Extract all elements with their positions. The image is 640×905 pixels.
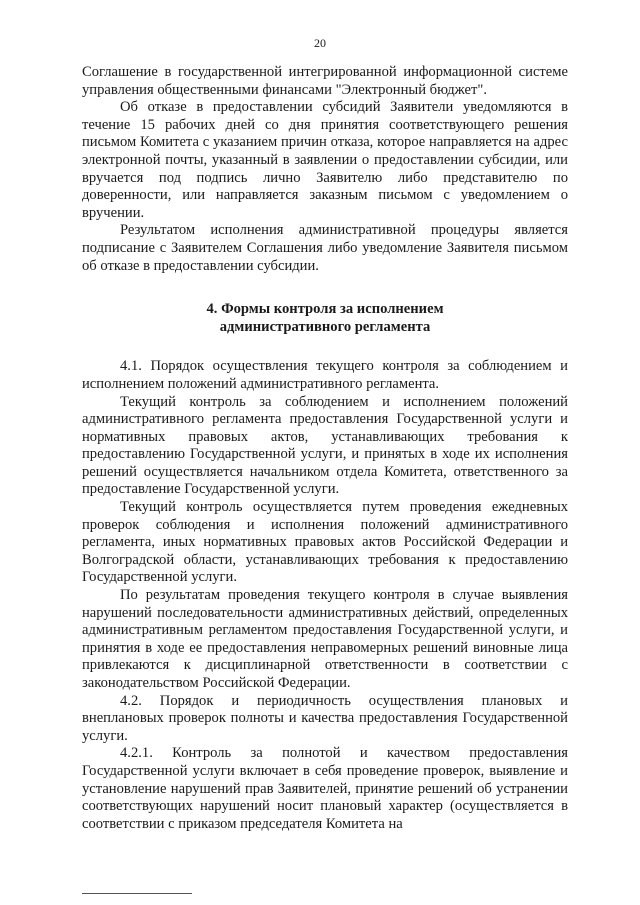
paragraph-4-2-1: 4.2.1. Контроль за полнотой и качеством предоставления Государственной услуги включает в себя проведение проверок, выявление и установление нарушений прав Заявителей, принятие решений об устранении соответствующих нарушений носит плановый характер (осуществляется в соответствии с приказом председателя Комитета на: [82, 745, 568, 832]
paragraph-refusal-notice: Об отказе в предоставлении субсидий Заявители уведомляются в течение 15 рабочих дней со дня принятия соответствующего решения письмом Комитета с указанием причин отказа, которое направляется на адрес электронной почты, указанный в заявлении о предоставлении субсидии, или вручается под подпись лично Заявителю либо представителю по доверенности, или направляется заказным письмом с уведомлением о вручении.: [82, 99, 568, 221]
paragraph-4-2: 4.2. Порядок и периодичность осуществления плановых и внеплановых проверок полноты и качества предоставления Государственной услуги.: [82, 692, 568, 744]
paragraph-current-control: Текущий контроль за соблюдением и исполнением положений административного регламента предоставления Государственной услуги и нормативных правовых актов, устанавливающих требования к предоставлению Государственной услуги, и принятых в ходе их исполнения решений осуществляется начальником отдела Комитета, ответственного за предоставление Государственной услуги.: [82, 393, 568, 498]
page-number: 20: [314, 36, 326, 50]
paragraph-4-1: 4.1. Порядок осуществления текущего контроля за соблюдением и исполнением положений административного регламента.: [82, 358, 568, 392]
section-heading-line2: административного регламента: [219, 318, 431, 335]
paragraph-procedure-result: Результатом исполнения административной процедуры является подписание с Заявителем Соглашения либо уведомление Заявителя письмом об отказе в предоставлении субсидии.: [82, 222, 568, 274]
paragraph-agreement: Соглашение в государственной интегрированной информационной системе управления общественными финансами "Электронный бюджет".: [82, 64, 568, 98]
section-heading: [82, 301, 568, 336]
paragraph-daily-checks: Текущий контроль осуществляется путем проведения ежедневных проверок соблюдения и исполнения положений административного регламента, иных нормативных правовых актов Российской Федерации и Волгоградской области, устанавливающих требования к предоставлению Государственной услуги.: [82, 499, 568, 586]
footnote-divider: [82, 893, 192, 894]
document-body: [82, 64, 568, 833]
paragraph-violations: По результатам проведения текущего контроля в случае выявления нарушений последовательности административных действий, определенных административным регламентом предоставления Государственной услуги, и принятия в ходе ее предоставления неправомерных решений виновные лица привлекаются к дисциплинарной ответственности в соответствии с законодательством Российской Федерации.: [82, 587, 568, 691]
section-heading-line1: 4. Формы контроля за исполнением: [206, 301, 444, 318]
